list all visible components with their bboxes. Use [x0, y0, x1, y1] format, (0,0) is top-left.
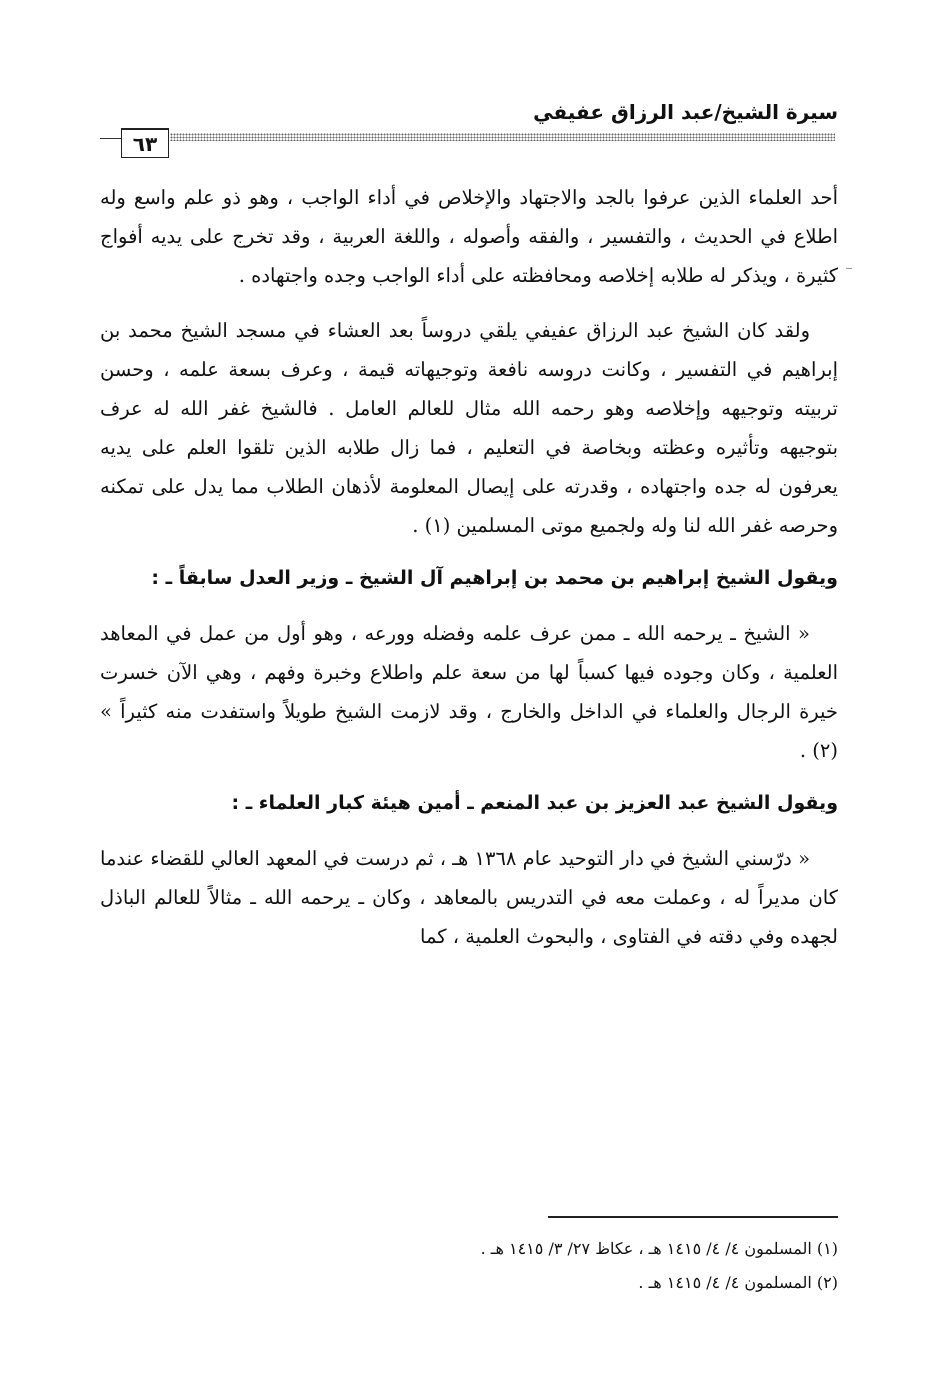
quote-2: « درّسني الشيخ في دار التوحيد عام ١٣٦٨ هـ ، ثم درست في المعهد العالي للقضاء عندما كان مديراً له ، وعملت معه في التدريس بالمعاهد ، وكان ـ يرحمه الله ـ مثالاً للعالم الباذل لجهده وفي دقته في الفتاوى ، والبحوث العلمية ، كما — [100, 847, 838, 948]
page-number: ٦٣ — [121, 128, 169, 158]
quote-heading-2: ويقول الشيخ عبد العزيز بن عبد المنعم ـ أمين هيئة كبار العلماء ـ : — [231, 792, 838, 814]
margin-mark — [846, 268, 852, 269]
footnote-separator — [548, 1216, 838, 1218]
footnote-2: (٢) المسلمون ٤/ ٤/ ١٤١٥ هـ . — [638, 1273, 838, 1292]
body-text — [100, 178, 838, 956]
footnotes — [100, 1232, 838, 1300]
header-rule-dots — [170, 133, 835, 141]
paragraph-1: أحد العلماء الذين عرفوا بالجد والاجتهاد والإخلاص في أداء الواجب ، وهو ذو علم واسع وله اطلاع في الحديث ، والتفسير ، والفقه وأصوله ، واللغة العربية ، وقد تخرج على يديه أفواج كثيرة ، ويذكر له طلابه إخلاصه ومحافظته على أداء الواجب وجده واجتهاده . — [100, 186, 838, 287]
header-rule — [100, 130, 835, 144]
header-rule-line — [100, 138, 122, 139]
quote-heading-1: ويقول الشيخ إبراهيم بن محمد بن إبراهيم آل الشيخ ـ وزير العدل سابقاً ـ : — [151, 567, 838, 589]
running-header-title: سيرة الشيخ/عبد الرزاق عفيفي — [533, 100, 838, 124]
quote-1: « الشيخ ـ يرحمه الله ـ ممن عرف علمه وفضله وورعه ، وهو أول من عمل في المعاهد العلمية ، وكان وجوده فيها كسباً لها من سعة علم واطلاع وخبرة وفهم ، وهي الآن خسرت خيرة الرجال والعلماء في الداخل والخارج ، وقد لازمت الشيخ طويلاً واستفدت منه كثيراً » (٢) . — [100, 622, 838, 762]
footnote-1: (١) المسلمون ٤/ ٤/ ١٤١٥ هـ ، عكاظ ٢٧/ ٣/ ١٤١٥ هـ . — [480, 1239, 838, 1258]
paragraph-2: ولقد كان الشيخ عبد الرزاق عفيفي يلقي دروساً بعد العشاء في مسجد الشيخ محمد بن إبراهيم في التفسير ، وكانت دروسه نافعة وتوجيهاته قيمة ، وعرف بسعة علمه ، وحسن تربيته وتوجيهه وإخلاصه وهو رحمه الله مثال للعالم العامل . فالشيخ غفر الله له عرف بتوجيهه وتأثيره وعظته وبخاصة في التعليم ، فما زال طلابه الذين تلقوا العلم على يديه يعرفون له جده واجتهاده ، وقدرته على إيصال المعلومة لأذهان الطلاب مما يدل على تمكنه وحرصه غفر الله لنا وله ولجميع موتى المسلمين (١) . — [100, 319, 838, 537]
